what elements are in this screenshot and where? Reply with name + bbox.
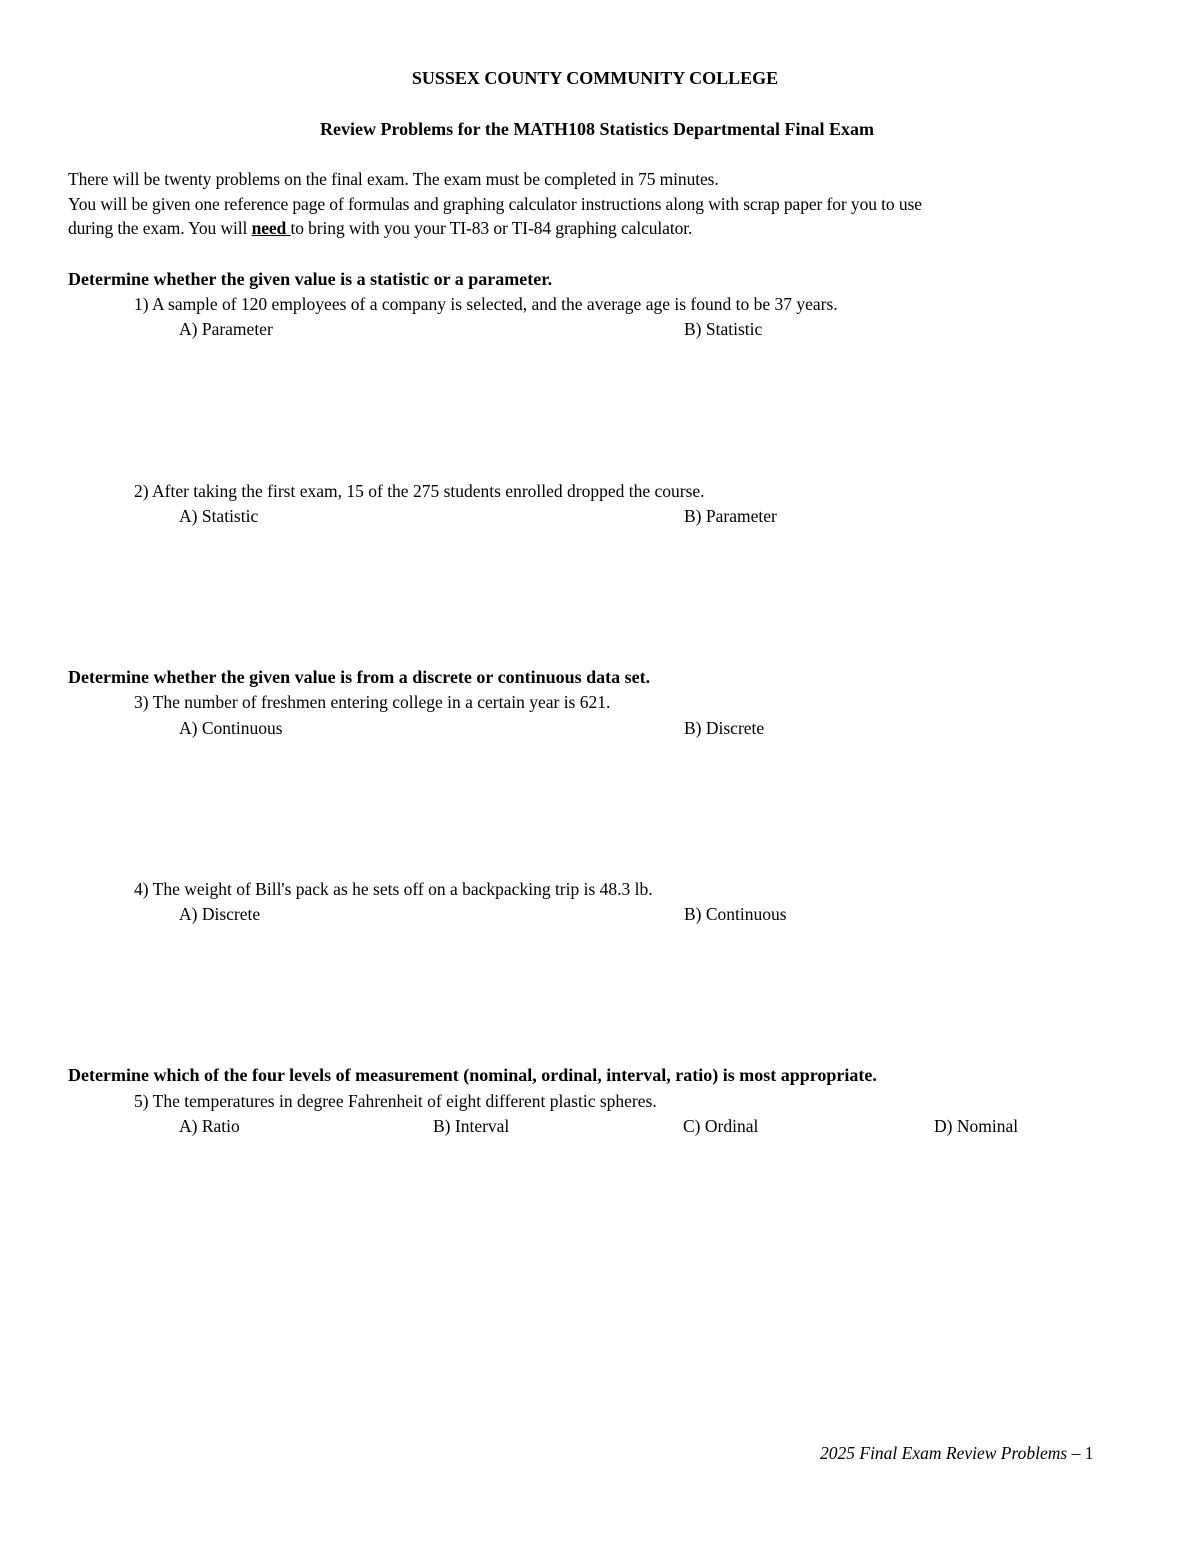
question-4: 4) The weight of Bill's pack as he sets off on a backpacking trip is 48.3 lb. xyxy=(134,879,653,899)
question-5-choice-b: B) Interval xyxy=(433,1116,510,1136)
question-2-choice-a: A) Statistic xyxy=(179,506,259,526)
page-footer xyxy=(820,1443,1093,1464)
question-1-choice-a: A) Parameter xyxy=(179,319,273,339)
section-heading-discrete-continuous: Determine whether the given value is from a discrete or continuous data set. xyxy=(68,667,651,687)
question-2-choice-b: B) Parameter xyxy=(684,506,777,526)
section-heading-statistic-parameter: Determine whether the given value is a statistic or a parameter. xyxy=(68,269,553,289)
question-5-choice-a: A) Ratio xyxy=(179,1116,240,1136)
intro-line-1: There will be twenty problems on the final exam. The exam must be completed in 75 minutes. xyxy=(68,169,719,189)
institution-title: SUSSEX COUNTY COMMUNITY COLLEGE xyxy=(411,68,779,88)
question-4-choice-a: A) Discrete xyxy=(179,904,261,924)
intro-line-3-pre: during the exam. You will xyxy=(68,218,252,238)
question-3: 3) The number of freshmen entering college in a certain year is 621. xyxy=(134,692,611,712)
intro-line-3 xyxy=(68,218,692,239)
question-2: 2) After taking the first exam, 15 of the 275 students enrolled dropped the course. xyxy=(134,481,705,501)
section-heading-levels-of-measurement: Determine which of the four levels of measurement (nominal, ordinal, interval, ratio) is most appropriate. xyxy=(68,1065,877,1085)
intro-line-3-post: to bring with you your TI-83 or TI-84 graphing calculator. xyxy=(290,218,693,238)
footer-page-number: – 1 xyxy=(1067,1443,1094,1463)
question-5: 5) The temperatures in degree Fahrenheit of eight different plastic spheres. xyxy=(134,1091,657,1111)
question-3-choice-b: B) Discrete xyxy=(684,718,765,738)
question-3-choice-a: A) Continuous xyxy=(179,718,283,738)
question-1-choice-b: B) Statistic xyxy=(684,319,763,339)
question-4-choice-b: B) Continuous xyxy=(684,904,787,924)
intro-line-2: You will be given one reference page of formulas and graphing calculator instructions along with scrap paper for you to use xyxy=(68,194,922,214)
exam-subtitle: Review Problems for the MATH108 Statistics Departmental Final Exam xyxy=(320,119,874,139)
question-5-choice-c: C) Ordinal xyxy=(683,1116,759,1136)
footer-label: 2025 Final Exam Review Problems xyxy=(820,1443,1068,1463)
need-emphasis: need xyxy=(251,218,291,238)
question-1: 1) A sample of 120 employees of a company is selected, and the average age is found to be 37 years. xyxy=(134,294,838,314)
question-5-choice-d: D) Nominal xyxy=(934,1116,1019,1136)
